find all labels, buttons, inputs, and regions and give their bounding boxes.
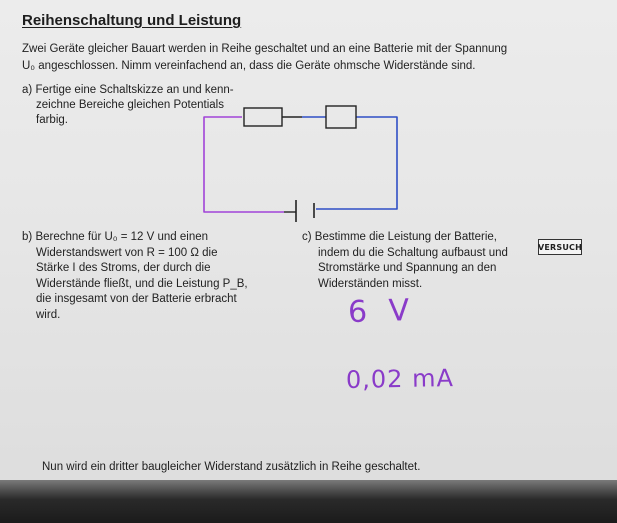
task-b-text-3: Stärke I des Stroms, der durch die [36, 262, 211, 274]
task-b-text-1: Berechne für U₀ = 12 V und einen [35, 231, 209, 243]
task-b-text-5: die insgesamt von der Batterie erbracht [36, 293, 237, 305]
bottom-note: Nun wird ein dritter baugleicher Widerstand zusätzlich in Reihe geschaltet. [42, 461, 421, 473]
task-c-text-1: Bestimme die Leistung der Batterie, [314, 231, 497, 243]
experiment-badge: VERSUCH [538, 239, 582, 255]
intro-line-2: U₀ angeschlossen. Nimm vereinfachend an, dass die Geräte ohmsche Widerstände sind. [22, 60, 476, 72]
task-c-text-4: Widerständen misst. [318, 277, 423, 290]
task-a-text-3: farbig. [36, 114, 68, 126]
intro-line-1: Zwei Geräte gleicher Bauart werden in Reihe geschaltet und an eine Batterie mit der Spannung [22, 43, 508, 55]
task-c-line-1 [302, 230, 532, 246]
task-b-text-2: Widerstandswert von R = 100 Ω die [36, 246, 218, 259]
page-title: Reihenschaltung und Leistung [22, 12, 242, 29]
task-c [302, 230, 532, 292]
task-c-letter: c) [302, 231, 312, 243]
handwritten-current: 0,02 mA [345, 364, 455, 394]
task-b-line-1 [22, 230, 277, 246]
resistor-1 [244, 108, 282, 126]
left-wire [204, 117, 284, 212]
task-b-text-6: wird. [36, 308, 61, 321]
task-c-text-2: indem du die Schaltung aufbaust und [318, 246, 508, 259]
task-a-text-2: zeichne Bereiche gleichen Potentials [36, 99, 224, 111]
task-b-letter: b) [22, 231, 33, 243]
right-wire [302, 117, 397, 209]
handwritten-voltage: 6 V [347, 292, 416, 331]
task-a-letter: a) [22, 84, 33, 96]
task-a-text-1: Fertige eine Schaltskizze an und kenn- [35, 84, 234, 96]
task-b [22, 230, 277, 323]
resistor-2 [326, 106, 356, 128]
task-c-text-3: Stromstärke und Spannung an den [318, 262, 497, 274]
task-b-text-4: Widerstände fließt, und die Leistung P_B, [36, 277, 248, 290]
